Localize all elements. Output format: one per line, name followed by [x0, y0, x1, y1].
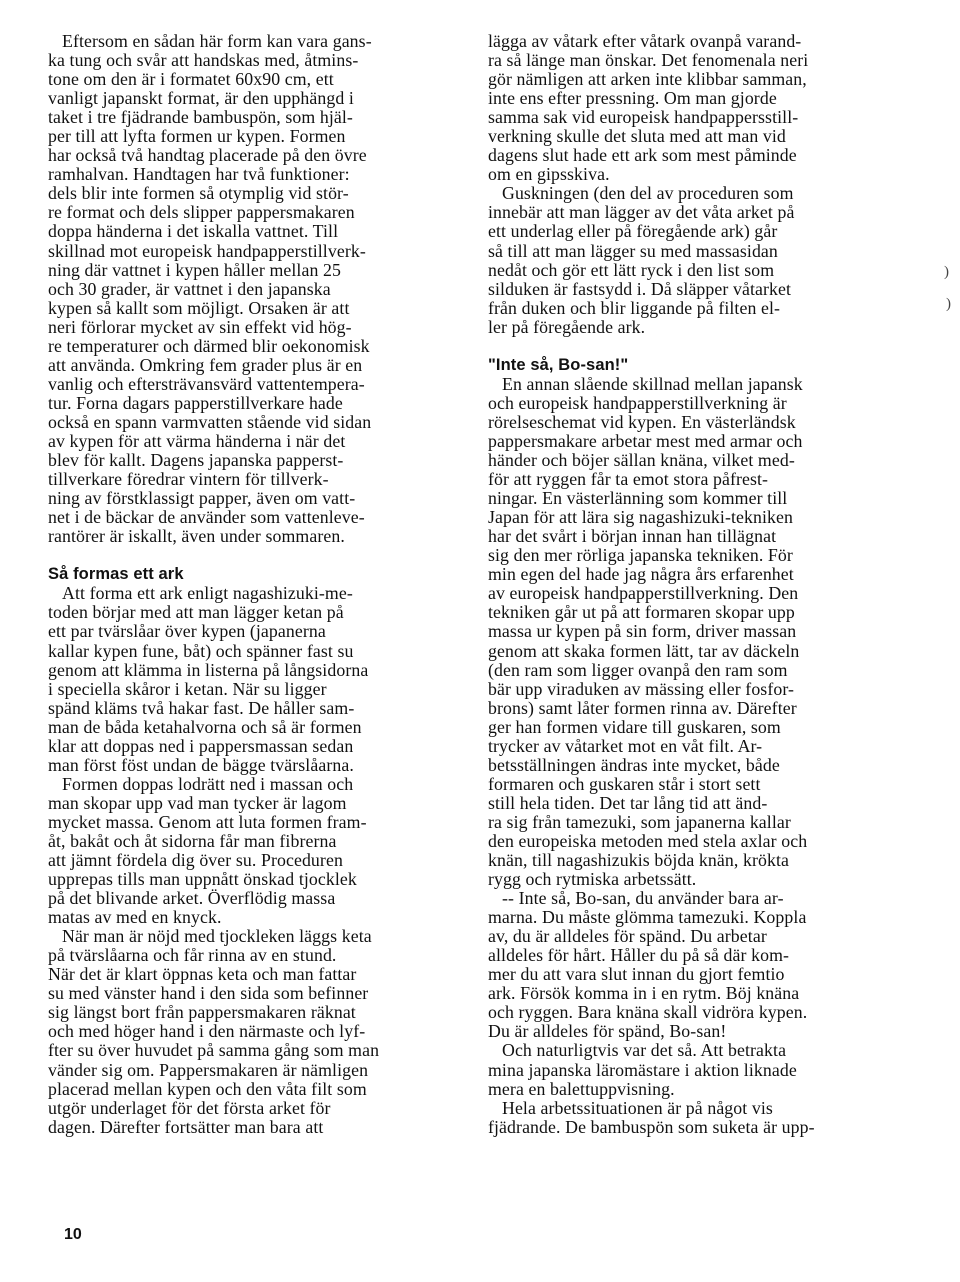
text-line: vänder sig om. Pappersmakaren är nämligen	[48, 1059, 369, 1080]
text-line: genom att klämma in listerna på långsidorna	[48, 659, 369, 680]
text-line: vanligt japanskt format, är den upphängd i	[48, 88, 354, 109]
text-line: händer och böjer sällan knäna, vilket med-	[488, 450, 795, 471]
text-line: betsställningen ändras inte mycket, både	[488, 754, 780, 775]
text-line: alldeles för hårt. Håller du på så där kom-	[488, 945, 790, 966]
text-line: att använda. Omkring fem grader plus är en	[48, 354, 363, 375]
text-line: taket i tre fjädrande bambuspön, som hjäl-	[48, 107, 353, 128]
text-line: om en gipsskiva.	[488, 164, 610, 185]
text-line: mera en balettuppvisning.	[488, 1078, 675, 1099]
margin-mark: )	[944, 264, 949, 280]
text-line: pappersmakare arbetar mest med armar och	[488, 430, 803, 451]
text-line: Att forma ett ark enligt nagashizuki-me-	[62, 583, 353, 604]
text-line: toden börjar med att man lägger ketan på	[48, 602, 344, 623]
text-line: utgör underlaget för det första arket för	[48, 1097, 331, 1118]
text-line: Guskningen (den del av proceduren som	[502, 183, 794, 204]
text-line: rörelseschemat vid kypen. En västerländsk	[488, 411, 796, 432]
text-line: rantörer är iskallt, även under sommaren.	[48, 526, 345, 547]
text-line: marna. Du måste glömma tamezuki. Koppla	[488, 907, 807, 928]
text-line: i speciella skåror i ketan. När su ligger	[48, 678, 327, 699]
text-line: ramhalvan. Handtagen har två funktioner:	[48, 164, 350, 185]
text-line: så till att man lägger su med massasidan	[488, 240, 778, 261]
text-line: still hela tiden. Det tar lång tid att änd-	[488, 792, 768, 813]
text-line: mer du att vara slut innan du gjort femtio	[488, 964, 785, 985]
text-line: massa ur kypen på sin form, driver massan	[488, 621, 797, 642]
text-line: inte ens efter pressning. Om man gjorde	[488, 88, 777, 109]
text-line: min egen del hade jag några års erfarenhet	[488, 564, 794, 585]
text-line: Och naturligtvis var det så. Att betrakta	[502, 1040, 787, 1061]
text-line: ning av förstklassigt papper, även om vatt-	[48, 488, 356, 509]
text-line: innebär att man lägger av det våta arket på	[488, 202, 795, 223]
text-line: för att ryggen får ta emot stora påfrest-	[488, 469, 769, 490]
text-line: När man är nöjd med tjockleken läggs keta	[62, 926, 372, 947]
section-heading: "Inte så, Bo-san!"	[488, 355, 629, 374]
text-line: klar att doppas ned i pappersmassan sedan	[48, 735, 354, 756]
text-line: av kypen för att värma händerna i när det	[48, 430, 346, 451]
text-line: Formen doppas lodrätt ned i massan och	[62, 773, 354, 794]
text-line: knän, till nagashizukis böjda knän, krökta	[488, 850, 789, 871]
text-line: mycket massa. Genom att luta formen fram-	[48, 811, 367, 832]
text-line: ler på föregående ark.	[488, 316, 646, 337]
right-text-column	[488, 32, 898, 1137]
text-line: åt, bakåt och åt sidorna får man fibrerna	[48, 830, 337, 851]
text-line: har det svårt i början innan han tillägnat	[488, 526, 777, 547]
section-heading: Så formas ett ark	[48, 565, 184, 584]
text-line: ningar. En västerlänning som kommer till	[488, 488, 788, 509]
text-line: fter su över huvudet på samma gång som man	[48, 1040, 380, 1061]
text-line: att jämnt fördela dig över su. Proceduren	[48, 850, 343, 871]
text-line: av, du är alldeles för spänd. Du arbetar	[488, 926, 767, 947]
text-line: blev för kallt. Dagens japanska papperst-	[48, 450, 344, 471]
text-line: på tvärslåarna och får rinna av en stund.	[48, 945, 337, 966]
text-line: vanlig och eftersträvansvärd vattentempera-	[48, 373, 365, 394]
text-line: re format och dels slipper pappersmakaren	[48, 202, 355, 223]
text-line: doppa händerna i det iskalla vattnet. Till	[48, 221, 339, 242]
text-line: och europeisk handpapperstillverkning är	[488, 392, 787, 413]
text-line: man först föst undan de bägge tvärslåarna.	[48, 754, 354, 775]
paragraph-spacer	[48, 546, 458, 565]
text-line: tekniken går ut på att formaren skopar upp	[488, 602, 795, 623]
text-line: man skopar upp vad man tycker är lagom	[48, 792, 347, 813]
text-line: lägga av våtark efter våtark ovanpå varand-	[488, 31, 802, 51]
page-number: 10	[64, 1226, 82, 1243]
text-line: och ryggen. Bara knäna skall vidröra kypen.	[488, 1002, 808, 1023]
left-text-column	[48, 32, 458, 1137]
margin-mark: )	[946, 296, 951, 312]
text-line: och med höger hand i den närmaste och lyf-	[48, 1021, 366, 1042]
text-line: ra sig från tamezuki, som japanerna kallar	[488, 811, 791, 832]
text-line: Japan för att lära sig nagashizuki-tekniken	[488, 507, 793, 528]
text-line: gör nämligen att arken inte klibbar samman,	[488, 69, 807, 90]
text-line: har också två handtag placerade på den övre	[48, 145, 367, 166]
text-line: Eftersom en sådan här form kan vara gans-	[62, 31, 372, 51]
text-line: trycker av våtarket mot en våt filt. Ar-	[488, 735, 763, 756]
text-line: su med vänster hand i den sida som befinner	[48, 983, 369, 1004]
text-line: kallar kypen fune, båt) och spänner fast su	[48, 640, 354, 661]
text-line: och 30 grader, är vattnet i den japanska	[48, 278, 331, 299]
text-line: tone om den är i formatet 60x90 cm, ett	[48, 69, 334, 90]
paragraph-spacer	[488, 337, 898, 356]
text-line: spänd kläms två hakar fast. De håller sam-	[48, 697, 355, 718]
text-line: sig längst bort från pappersmakaren räknat	[48, 1002, 356, 1023]
text-line: dagens slut hade ett ark som mest påminde	[488, 145, 797, 166]
text-line: -- Inte så, Bo-san, du använder bara ar-	[502, 888, 784, 909]
text-line: rygg och rytmiska arbetssätt.	[488, 869, 697, 890]
text-line: brons) samt låter formen rinna av. Därefter	[488, 697, 797, 718]
text-line: Hela arbetssituationen är på något vis	[502, 1097, 773, 1118]
text-line: mina japanska läromästare i aktion liknade	[488, 1059, 797, 1080]
text-line: bär upp viraduken av mässing eller fosfor-	[488, 678, 795, 699]
text-line: Du är alldeles för spänd, Bo-san!	[488, 1021, 727, 1042]
text-line: tur. Forna dagars papperstillverkare hade	[48, 392, 343, 413]
text-line: man de båda ketahalvorna och så är formen	[48, 716, 362, 737]
text-line: verkning skulle det sluta med att man vid	[488, 126, 786, 147]
text-line: När det är klart öppnas keta och man fattar	[48, 964, 357, 985]
text-line: re temperaturer och därmed blir oekonomisk	[48, 335, 370, 356]
text-line: nedåt och gör ett lätt ryck i den list som	[488, 259, 775, 280]
text-line: ark. Försök komma in i en rytm. Böj knäna	[488, 983, 800, 1004]
text-line: också en spann varmvatten stående vid sidan	[48, 411, 372, 432]
text-line: ra så länge man önskar. Det fenomenala neri	[488, 50, 809, 71]
text-line: fjädrande. De bambuspön som suketa är upp-	[488, 1116, 815, 1137]
text-line: formaren och guskaren står i stort sett	[488, 773, 761, 794]
text-line: samma sak vid europeisk handpappersstill-	[488, 107, 799, 128]
text-line: tillverkare föredrar vintern för tillverk-	[48, 469, 329, 490]
text-line: den europeiska metoden med stela axlar och	[488, 830, 808, 851]
text-line: ett par tvärslåar över kypen (japanerna	[48, 621, 326, 642]
text-line: ger han formen vidare till guskaren, som	[488, 716, 781, 737]
text-line: kypen så kallt som möjligt. Orsaken är att	[48, 297, 350, 318]
text-line: matas av med en knyck.	[48, 907, 222, 928]
text-line: placerad mellan kypen och den våta filt som	[48, 1078, 367, 1099]
text-line: sig den mer rörliga japanska tekniken. För	[488, 545, 793, 566]
text-line: neri förlorar mycket av sin effekt vid hög-	[48, 316, 352, 337]
text-line: från duken och blir liggande på filten el-	[488, 297, 781, 318]
text-line: genom att skaka formen lätt, tar av däckeln	[488, 640, 800, 661]
text-line: på det blivande arket. Överflödig massa	[48, 888, 336, 909]
text-line: ett underlag eller på föregående ark) går	[488, 221, 778, 242]
text-line: dels blir inte formen så otymplig vid stör-	[48, 183, 349, 204]
text-line: upprepas tills man uppnått önskad tjocklek	[48, 869, 357, 890]
text-line: (den ram som ligger ovanpå den ram som	[488, 659, 788, 680]
text-line: ning där vattnet i kypen håller mellan 25	[48, 259, 341, 280]
text-line: En annan slående skillnad mellan japansk	[502, 373, 803, 394]
text-line: av europeisk handpapperstillverkning. Den	[488, 583, 799, 604]
text-line: dagen. Därefter fortsätter man bara att	[48, 1116, 324, 1137]
text-line: net i de bäckar de använder som vattenleve-	[48, 507, 365, 528]
text-line: silduken är fastsydd i. Då släpper våtarket	[488, 278, 792, 299]
text-line: skillnad mot europeisk handpapperstillverk-	[48, 240, 366, 261]
text-line: ka tung och svår att handskas med, åtmins-	[48, 50, 359, 71]
text-line: per till att lyfta formen ur kypen. Formen	[48, 126, 346, 147]
